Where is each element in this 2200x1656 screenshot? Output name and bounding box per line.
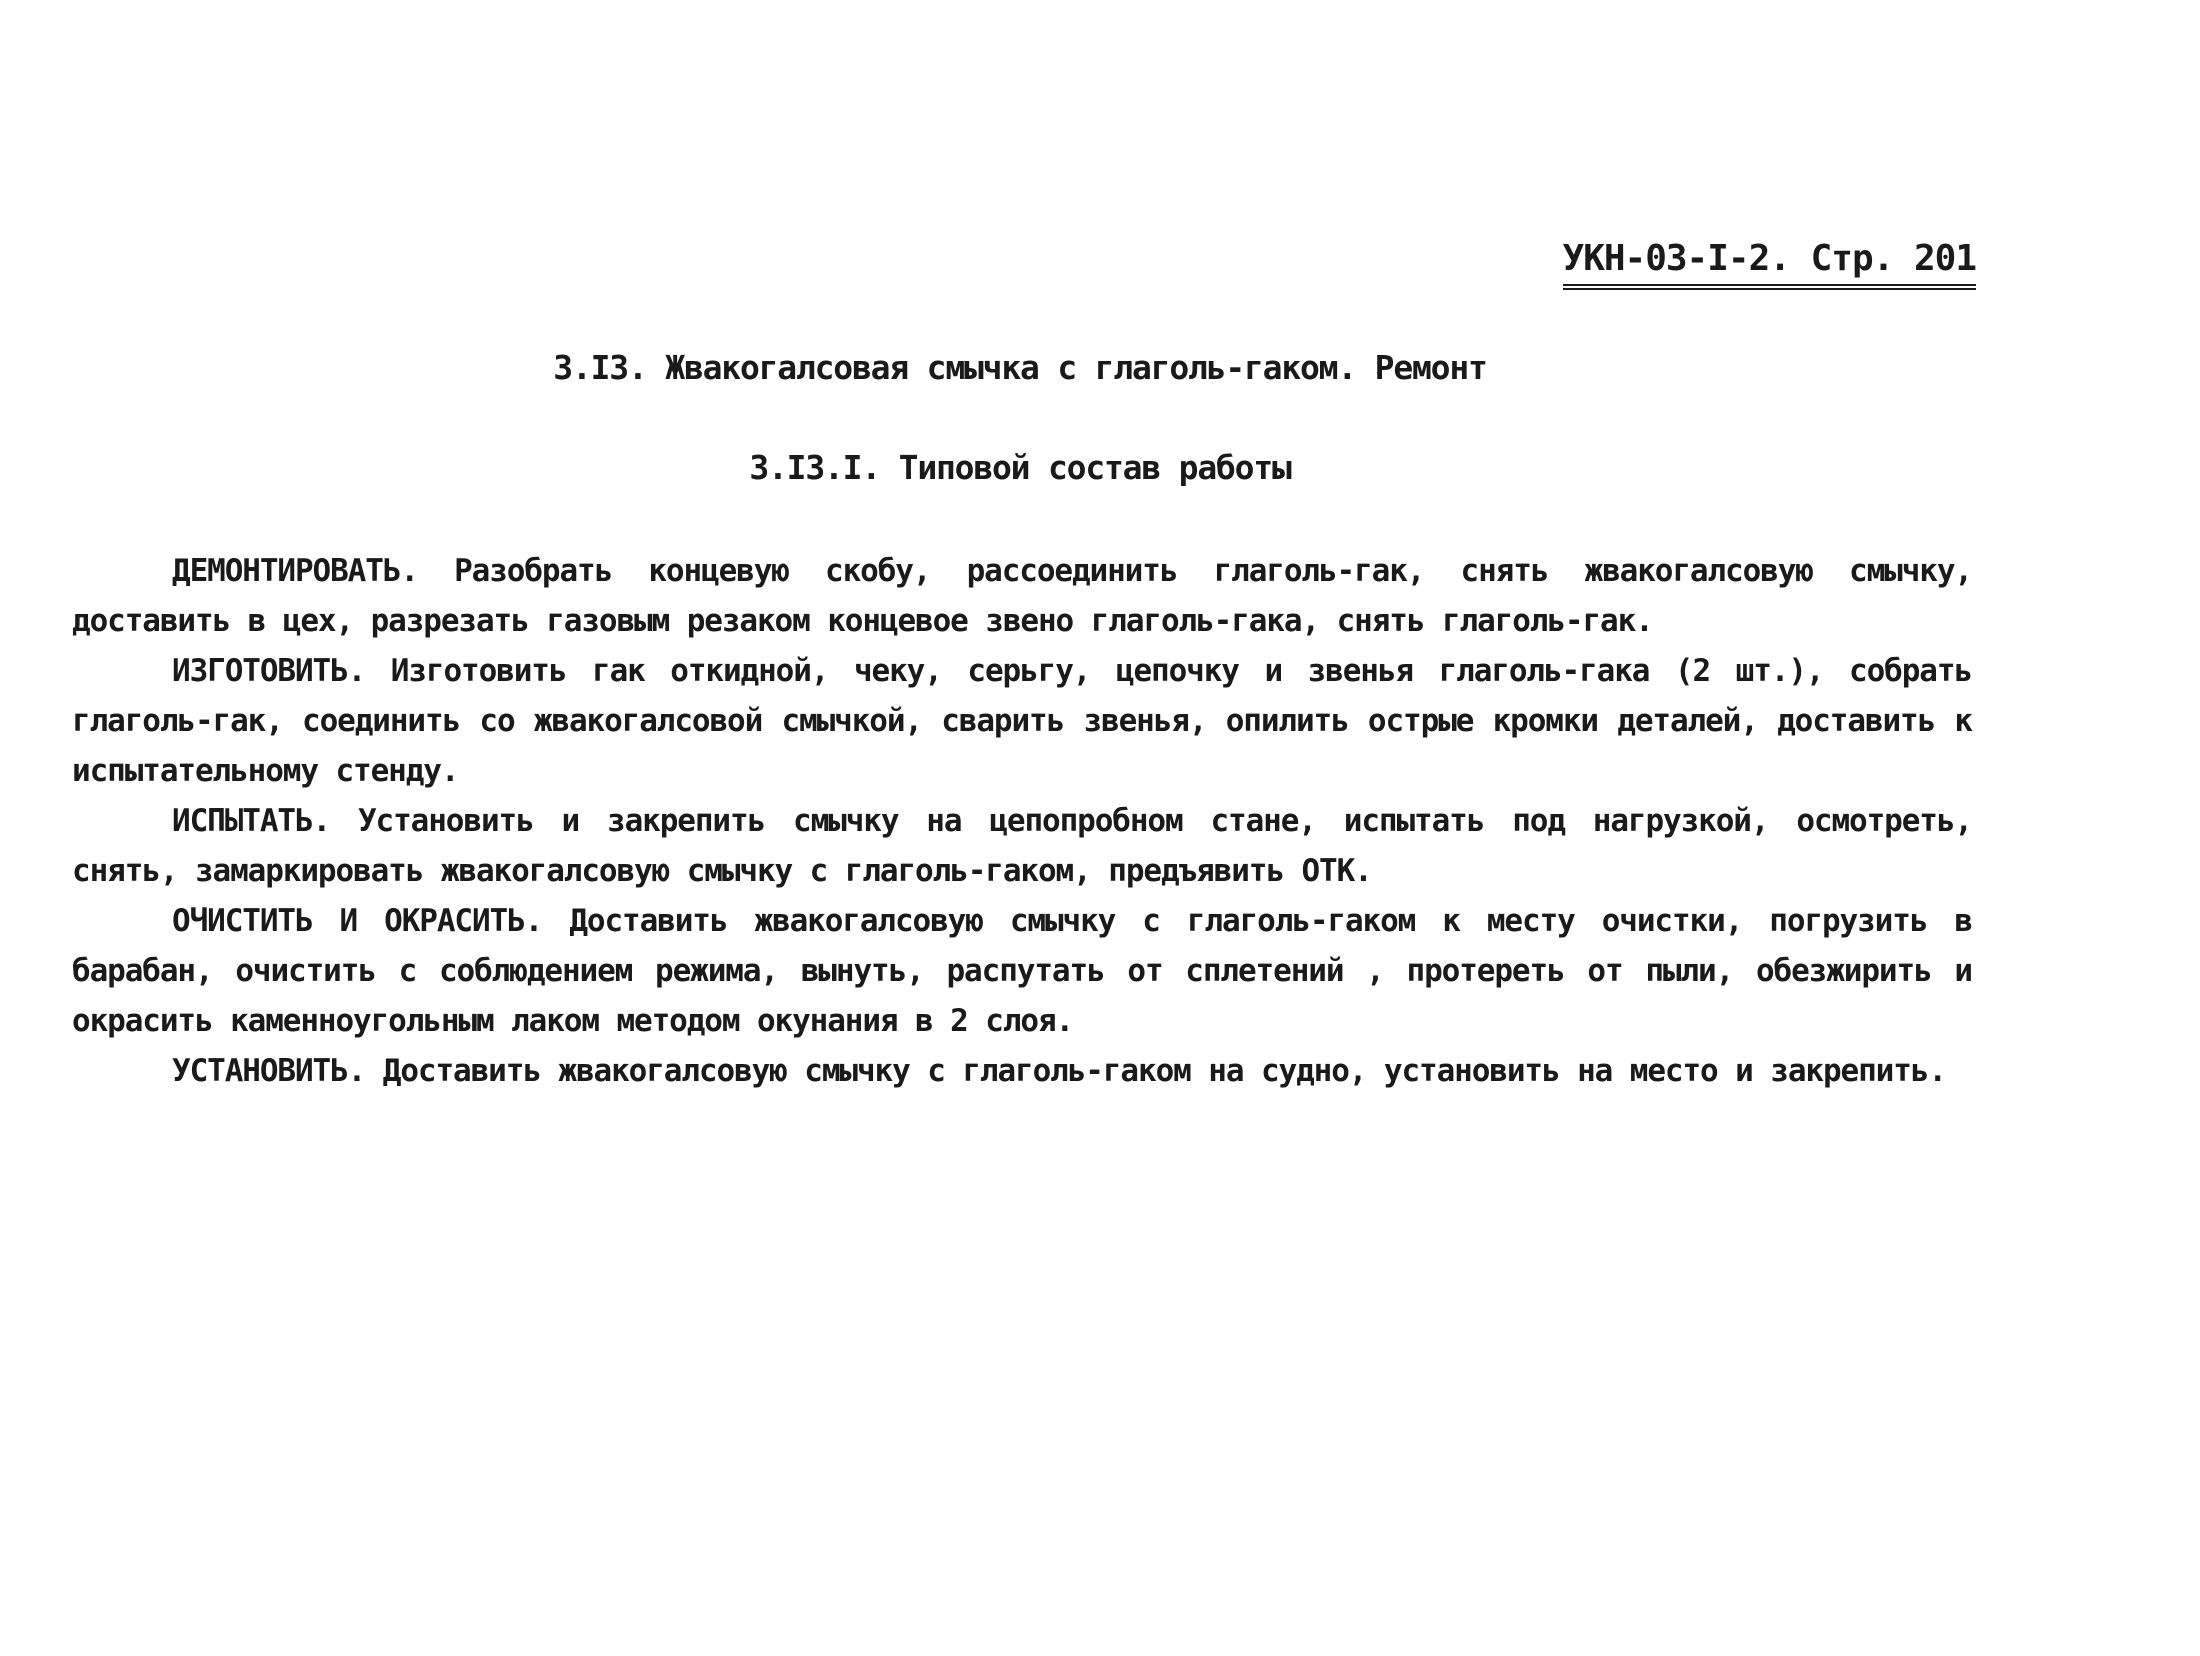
paragraph-keyword: ИСПЫТАТЬ. [172,803,331,839]
paragraph-text: Доставить жвакогалсовую смычку с глаголь-гаком на судно, установить на место и закрепить. [365,1053,1946,1089]
paragraph-keyword: ИЗГОТОВИТЬ. [172,653,366,689]
page-reference: УКН-03-I-2. Стр. 201 [1563,236,1976,290]
paragraph-text: Доставить жвакогалсовую смычку с глаголь-гаком к месту очистки, погрузить в барабан, очистить с соблюдением режима, вынуть, распутать от сплетений , протереть от пыли, обезжирить и окрасить каменноугольным лаком методом окунания в 2 слоя. [72,903,1972,1039]
paragraph-keyword: ДЕМОНТИРОВАТЬ. [172,553,418,589]
paragraph-test [72,796,1972,896]
paragraph-install [72,1046,1972,1096]
paragraph-text: Изготовить гак откидной, чеку, серьгу, цепочку и звенья глаголь-гака (2 шт.), собрать глаголь-гак, соединить со жвакогалсовой смычкой, сварить звенья, опилить острые кромки деталей, доставить к испытательному стенду. [72,653,1972,789]
paragraph-keyword: ОЧИСТИТЬ И ОКРАСИТЬ. [172,903,543,939]
paragraph-text: Разобрать концевую скобу, рассоединить глаголь-гак, снять жвакогалсовую смычку, доставить в цех, разрезать газовым резаком концевое звено глаголь-гака, снять глаголь-гак. [72,553,1972,639]
paragraph-text: Установить и закрепить смычку на цепопробном стане, испытать под нагрузкой, осмотреть, снять, замаркировать жвакогалсовую смычку с глаголь-гаком, предъявить ОТК. [72,803,1972,889]
paragraph-clean-paint [72,896,1972,1046]
paragraph-dismantle [72,546,1972,646]
paragraph-keyword: УСТАНОВИТЬ. [172,1053,366,1089]
paragraph-manufacture [72,646,1972,796]
work-description [72,546,1972,1096]
section-title: 3.I3. Жвакогалсовая смычка с глаголь-гаком. Ремонт [553,348,1487,387]
subsection-title: 3.I3.I. Типовой состав работы [749,448,1291,487]
